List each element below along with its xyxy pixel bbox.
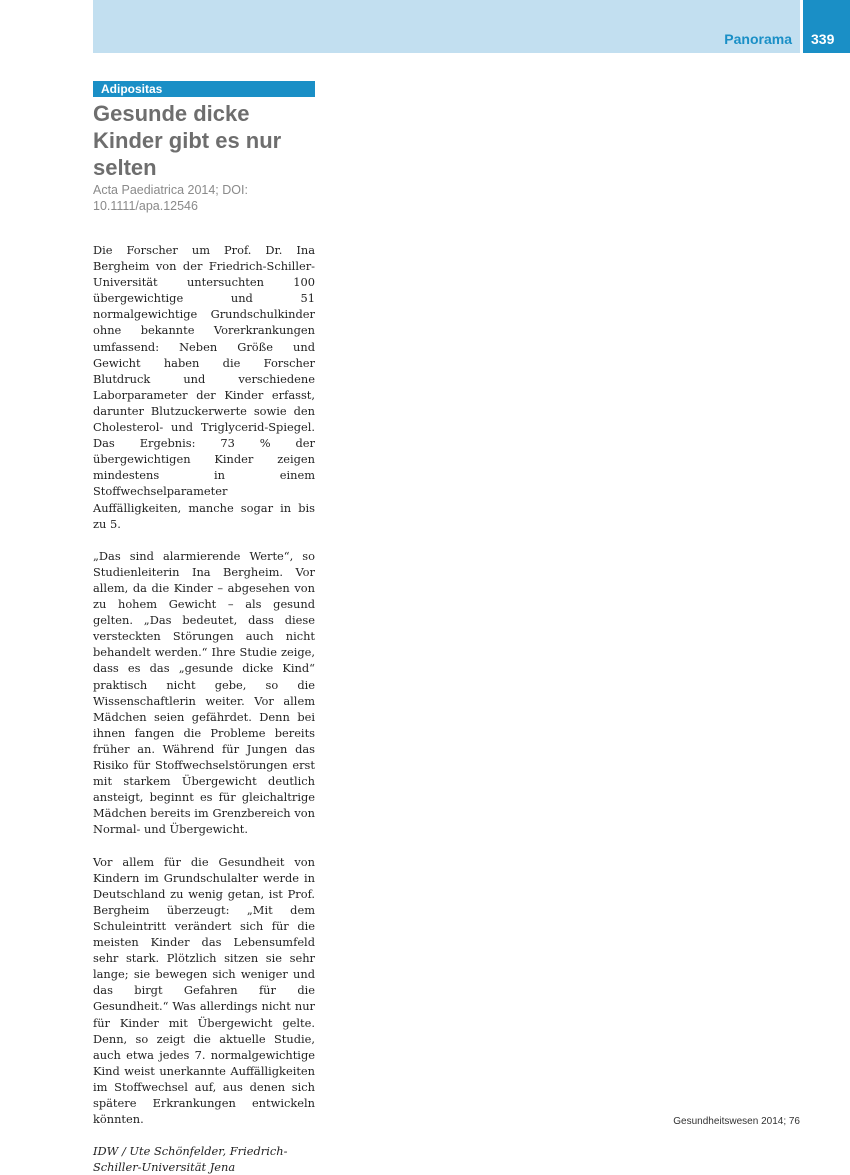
article-credit: IDW / Ute Schönfelder, Friedrich-Schiller-Universität Jena <box>93 1144 288 1175</box>
page-number: 339 <box>811 31 835 47</box>
journal-footer: Gesundheitswesen 2014; 76 <box>673 1116 800 1127</box>
section-label: Panorama <box>724 31 792 47</box>
page-number-box <box>803 0 850 53</box>
article-citation: Acta Paediatrica 2014; DOI: 10.1111/apa.12546 <box>93 183 248 213</box>
body-paragraph-2: „Das sind alarmierende Werte“, so Studienleiterin Ina Bergheim. Vor allem, da die Kinder – abgesehen von zu hohem Gewicht – als gesund gelten. „Das bedeutet, dass diese versteckten Störungen auch nicht behandelt werden.“ Ihre Studie zeige, dass es das „gesunde dicke Kind“ praktisch nicht gebe, so die Wissenschaftlerin weiter. Vor allem Mädchen seien gefährdet. Denn bei ihnen fangen die Probleme bereits früher an. Während für Jungen das Risiko für Stoffwechselstörungen erst mit starkem Übergewicht deutlich ansteigt, beginnt es für gleichaltrige Mädchen bereits im Grenzbereich von Normal- und Übergewicht. <box>93 548 315 837</box>
header-band <box>93 0 800 53</box>
body-paragraph-1: Die Forscher um Prof. Dr. Ina Bergheim von der Friedrich-Schiller-Universität untersuchten 100 übergewichtige und 51 normalgewichtige Grundschulkinder ohne bekannte Vorerkrankungen umfassend: Neben Größe und Gewicht haben die Forscher Blutdruck und verschiedene Laborparameter der Kinder erfasst, darunter Blutzuckerwerte sowie den Cholesterol- und Triglycerid-Spiegel. Das Ergebnis: 73 % der übergewichtigen Kinder zeigen mindestens in einem Stoffwechselparameter Auffälligkeiten, manche sogar in bis zu 5. <box>93 243 315 531</box>
article <box>93 81 315 1175</box>
category-label: Adipositas <box>93 81 315 97</box>
body-paragraph-3: Vor allem für die Gesundheit von Kindern im Grundschulalter werde in Deutschland zu wenig getan, ist Prof. Bergheim überzeugt: „Mit dem Schuleintritt verändert sich für die meisten Kinder das Lebensumfeld sehr stark. Plötzlich sitzen sie sehr lange; sie bewegen sich weniger und das birgt Gefahren für die Gesundheit.“ Was allerdings nicht nur für Kinder mit Übergewicht gelte. Denn, so zeigt die aktuelle Studie, auch etwa jedes 7. normalgewichtige Kind weist unerkannte Auffälligkeiten im Stoffwechsel auf, aus denen sich spätere Erkrankungen entwickeln könnten. <box>93 854 315 1127</box>
article-body <box>93 242 315 1127</box>
article-title: Gesunde dicke Kinder gibt es nur selten <box>93 101 282 180</box>
